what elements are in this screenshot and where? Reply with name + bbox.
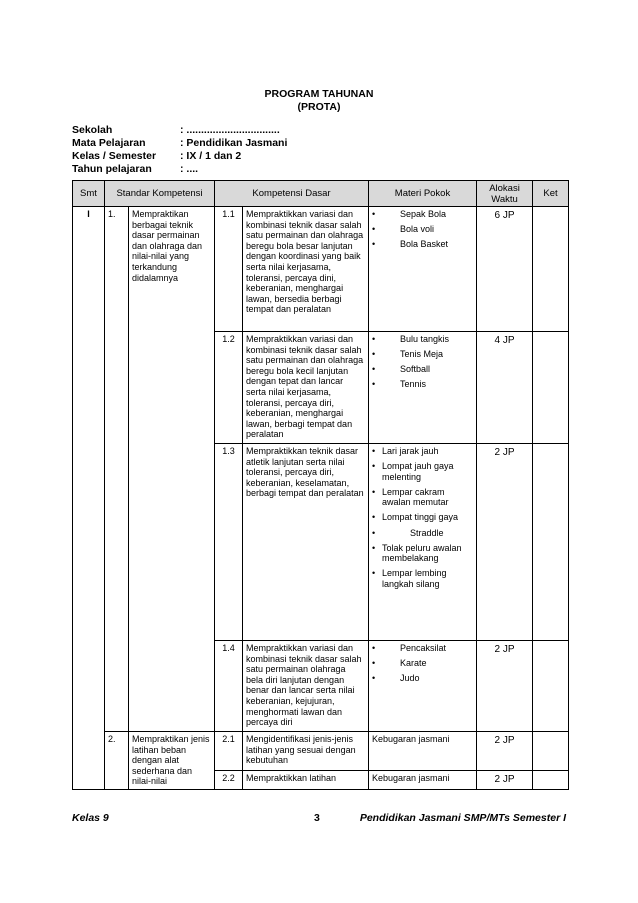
info-label: Mata Pelajaran <box>72 137 146 149</box>
kd-text: Mengidentifikasi jenis-jenis latihan yang sesuai dengan kebutuhan <box>243 732 369 771</box>
table-row <box>73 207 569 332</box>
sk-number: 2. <box>105 732 129 790</box>
list-item: • Lari jarak jauh <box>372 446 439 456</box>
footer-class-label: Kelas 9 <box>72 812 109 824</box>
info-row-kelas-semester <box>72 150 287 163</box>
ket-cell <box>533 732 569 771</box>
list-item: • Tenis Meja <box>372 349 444 360</box>
info-label: Kelas / Semester <box>72 150 157 162</box>
bullet-icon: • <box>372 379 376 390</box>
header-ket: Ket <box>533 181 569 207</box>
page-title: PROGRAM TAHUNAN <box>264 88 374 100</box>
kd-text: Mempraktikkan variasi dan kombinasi teknik dasar salah satu permainan dan olahraga beregu bola kecil lanjutan dengan tepat dan lancar serta nilai kerjasama, toleransi, percaya diri, keberanian, menghargai lawan, berbagi tempat dan peralatan <box>243 332 369 444</box>
list-item: • Softball <box>372 364 431 375</box>
list-item: • Pencaksilat <box>372 643 447 653</box>
info-value: : Pendidikan Jasmani <box>180 137 288 149</box>
info-label: Sekolah <box>72 124 113 136</box>
kd-text: Mempraktikkan teknik dasar atletik lanjutan serta nilai toleransi, percaya diri, keberanian, keselamatan, berbagi tempat dan peralatan <box>243 444 369 641</box>
info-value: : .... <box>180 163 199 175</box>
header-kompetensi-dasar: Kompetensi Dasar <box>215 181 369 207</box>
bullet-icon: • <box>372 224 376 235</box>
bullet-icon: • <box>372 349 376 360</box>
header-standar-kompetensi: Standar Kompetensi <box>105 181 215 207</box>
bullet-icon: • <box>372 209 376 219</box>
ket-cell <box>533 641 569 732</box>
info-block <box>72 124 287 176</box>
ket-cell <box>533 332 569 444</box>
sk-number: 1. <box>105 207 129 732</box>
header-alokasi-waktu: Alokasi Waktu <box>477 181 533 207</box>
alokasi-cell: 4 JP <box>477 332 533 444</box>
kd-number: 1.3 <box>215 444 243 641</box>
info-row-sekolah <box>72 124 287 137</box>
alokasi-cell: 2 JP <box>477 641 533 732</box>
kd-text: Mempraktikkan variasi dan kombinasi teknik dasar salah satu permainan olahraga bela diri lanjutan dengan benar dan lancar serta nilai keberanian, kejujuran, menghormati lawan dan percaya diri <box>243 641 369 732</box>
page-number: 3 <box>314 812 320 824</box>
bullet-icon: • <box>372 527 376 538</box>
alokasi-cell: 2 JP <box>477 771 533 790</box>
materi-pokok-cell <box>369 444 477 641</box>
materi-pokok-cell: Kebugaran jasmani <box>369 732 477 771</box>
materi-pokok-cell <box>369 207 477 332</box>
kd-text: Mempraktikkan variasi dan kombinasi teknik dasar salah satu permainan dan olahraga beregu bola besar lanjutan dengan koordinasi yang baik serta nilai kerjasama, toleransi, percaya dini, keberanian, menghargai lawan, bersedia berbagi tempat dan peralatan <box>243 207 369 332</box>
bullet-icon: • <box>372 542 376 553</box>
bullet-icon: • <box>372 568 376 579</box>
bullet-icon: • <box>372 486 376 497</box>
kd-number: 2.1 <box>215 732 243 771</box>
ket-cell <box>533 207 569 332</box>
list-item: • Straddle <box>372 527 444 538</box>
alokasi-cell: 2 JP <box>477 732 533 771</box>
kd-number: 1.2 <box>215 332 243 444</box>
bullet-icon: • <box>372 673 376 684</box>
table-row <box>73 732 569 771</box>
bullet-icon: • <box>372 334 376 344</box>
materi-pokok-cell: Kebugaran jasmani <box>369 771 477 790</box>
materi-pokok-cell <box>369 332 477 444</box>
info-label: Tahun pelajaran <box>72 163 152 175</box>
bullet-icon: • <box>372 512 376 523</box>
list-item: • Karate <box>372 658 427 669</box>
list-item: • Judo <box>372 673 420 684</box>
semester-cell: I <box>73 207 105 790</box>
bullet-icon: • <box>372 658 376 669</box>
prota-table <box>72 180 569 790</box>
bullet-icon: • <box>372 446 376 456</box>
list-item: • Sepak Bola <box>372 209 447 219</box>
list-item: • Bola voli <box>372 224 435 235</box>
info-value: : ................................ <box>180 124 280 136</box>
info-row-tahun-pelajaran <box>72 163 287 176</box>
list-item: • Lompat jauh gaya melenting <box>372 461 454 482</box>
list-item: • Tolak peluru awalan membelakang <box>372 542 462 564</box>
list-item: • Lempar lembing langkah silang <box>372 568 447 589</box>
page-subtitle: (PROTA) <box>297 101 341 113</box>
sk-text: Mempraktikan jenis latihan beban dengan alat sederhana dan nilai-nilai <box>129 732 215 790</box>
ket-cell <box>533 771 569 790</box>
ket-cell <box>533 444 569 641</box>
list-item: • Lompat tinggi gaya <box>372 512 459 523</box>
list-item: • Bulu tangkis <box>372 334 450 344</box>
list-item: • Lempar cakram awalan memutar <box>372 486 449 508</box>
kd-number: 1.4 <box>215 641 243 732</box>
info-row-mata-pelajaran <box>72 137 287 150</box>
header-smt: Smt <box>73 181 105 207</box>
alokasi-cell: 2 JP <box>477 444 533 641</box>
bullet-icon: • <box>372 643 376 653</box>
kd-number: 1.1 <box>215 207 243 332</box>
bullet-icon: • <box>372 461 376 472</box>
kd-text: Mempraktikkan latihan <box>243 771 369 790</box>
list-item: • Tennis <box>372 379 427 390</box>
sk-text: Mempraktikan berbagai teknik dasar permainan dan olahraga dan nilai-nilai yang terkandung didalamnya <box>129 207 215 732</box>
bullet-icon: • <box>372 239 376 250</box>
header-materi-pokok: Materi Pokok <box>369 181 477 207</box>
info-value: : IX / 1 dan 2 <box>180 150 242 162</box>
table-header-row <box>73 181 569 207</box>
alokasi-cell: 6 JP <box>477 207 533 332</box>
list-item: • Bola Basket <box>372 239 449 250</box>
footer-subject-label: Pendidikan Jasmani SMP/MTs Semester I <box>359 812 566 824</box>
bullet-icon: • <box>372 364 376 375</box>
materi-pokok-cell <box>369 641 477 732</box>
kd-number: 2.2 <box>215 771 243 790</box>
